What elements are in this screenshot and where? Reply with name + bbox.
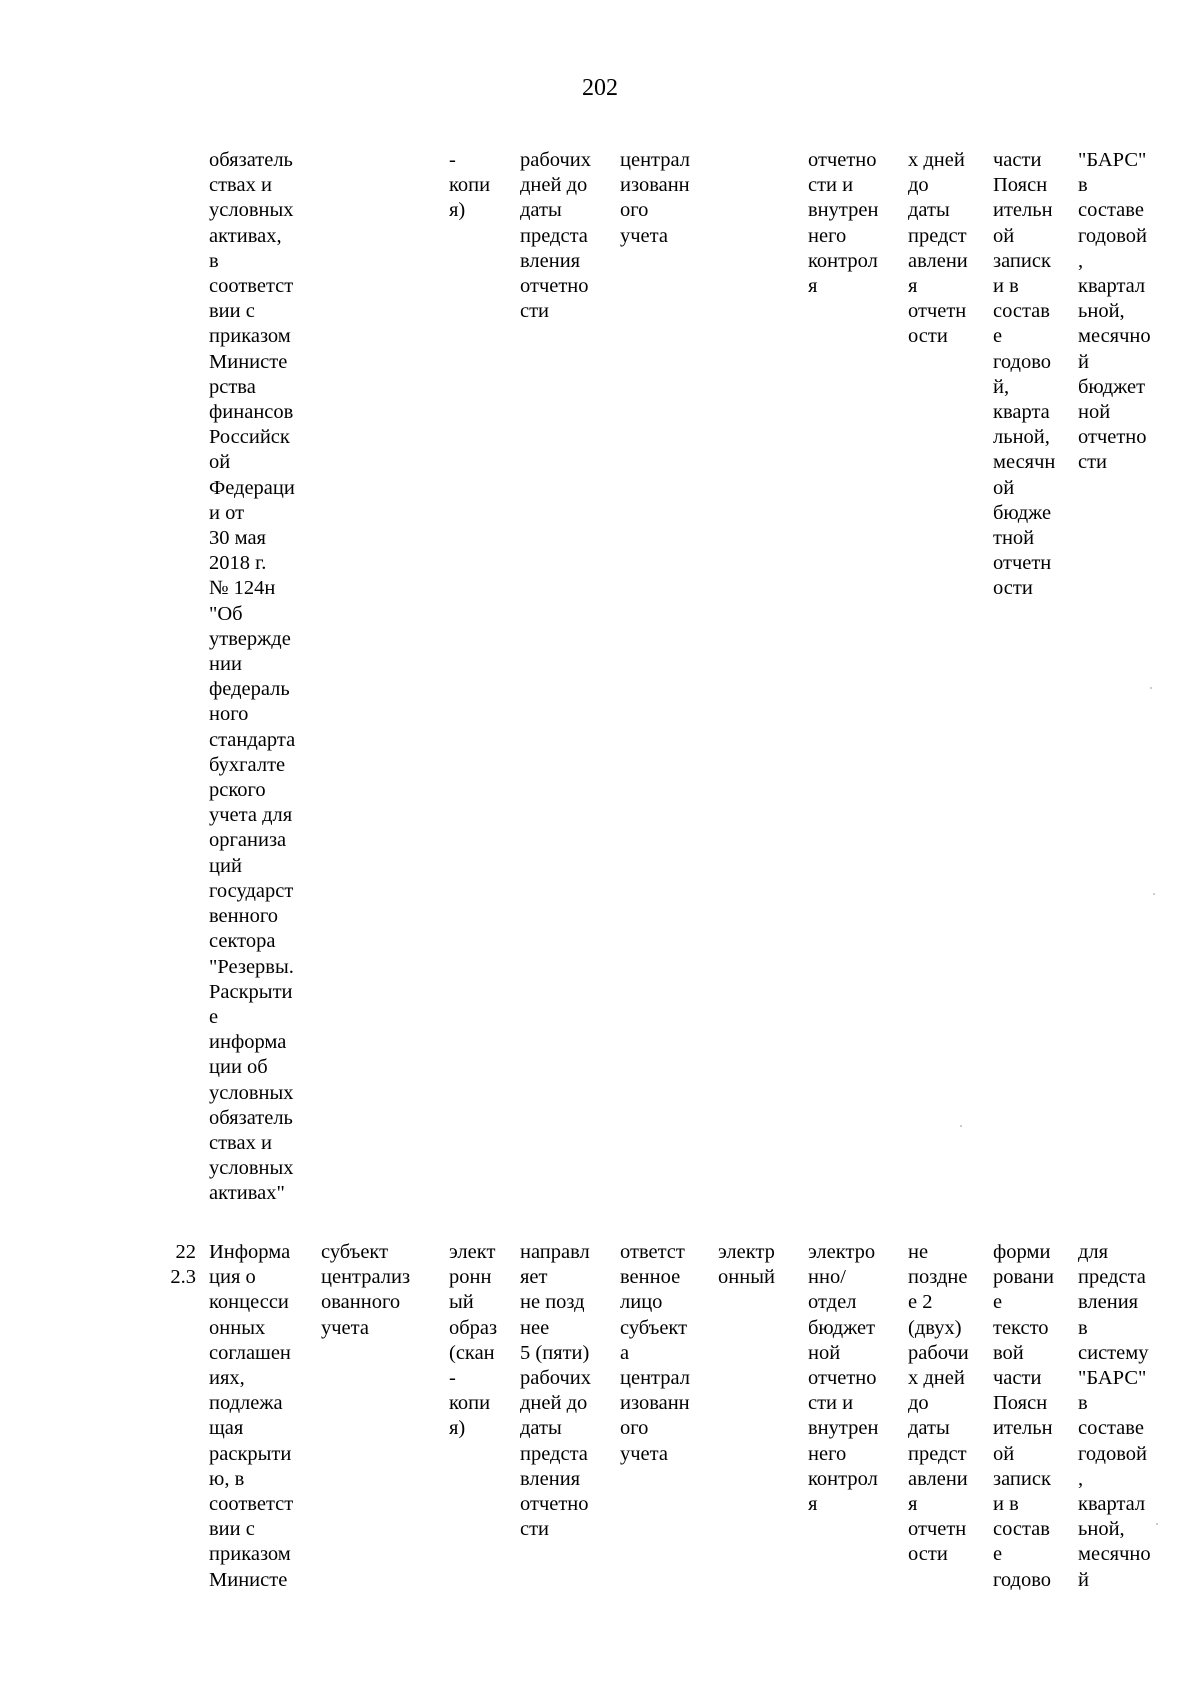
cell-document-name: Информа ция о концесси онных соглашен иях, подлежа щая раскрыти ю, в соответст вии с приказом Министе — [209, 1241, 294, 1591]
cell-document-name: обязатель ствах и условных активах, в соответст вии с приказом Министе рства финансов Российск ой Федераци и от 30 мая 2018 г. № 124н "Об утвержде нии федераль ного стандарта бухгалте рского учета для организа ций государст венного сектора "Резервы. Раскрыти е информа ции об условных обязатель ствах и условных активах" — [209, 149, 296, 1205]
cell-receipt-deadline: х дней до даты предст авлени я отчетн ости — [908, 149, 968, 348]
cell-row-number: 22 2.3 — [170, 1241, 196, 1289]
cell-deadline: направл яет не позд нее 5 (пяти) рабочих дней до даты предста вления отчетно сти — [520, 1241, 592, 1541]
cell-responsible: централ изованн ого учета — [620, 149, 691, 247]
cell-purpose: "БАРС" в составе годовой , квартал ьной, месячно й бюджет ной отчетно сти — [1078, 149, 1151, 474]
cell-recipient: отчетно сти и внутрен него контрол я — [808, 149, 879, 298]
cell-format: электр онный — [718, 1241, 775, 1289]
scan-speck — [960, 1125, 962, 1127]
cell-deadline: рабочих дней до даты предста вления отчетно сти — [520, 149, 592, 323]
cell-recipient: электро нно/ отдел бюджет ной отчетно сти и внутрен него контрол я — [808, 1241, 879, 1516]
cell-usage: части Поясн ительн ой записк и в состав е годово й, кварта льной, месячн ой бюдже тной отчетн ости — [993, 149, 1056, 600]
cell-document-form: - копи я) — [449, 149, 491, 222]
cell-responsible: ответст венное лицо субъект а централ изованн ого учета — [620, 1241, 691, 1465]
cell-document-form: элект ронн ый образ (скан - копи я) — [449, 1241, 498, 1440]
page-number: 202 — [582, 75, 618, 101]
scan-speck — [1150, 687, 1152, 689]
cell-purpose: для предста вления в систему "БАРС" в составе годовой , квартал ьной, месячно й — [1078, 1241, 1151, 1591]
cell-source: субъект централиз ованного учета — [321, 1241, 411, 1339]
cell-receipt-deadline: не поздне е 2 (двух) рабочи х дней до даты предст авлени я отчетн ости — [908, 1241, 969, 1566]
scan-speck — [1156, 1523, 1158, 1525]
cell-usage: форми ровани е тексто вой части Поясн ительн ой записк и в состав е годово — [993, 1241, 1054, 1591]
scan-speck — [1153, 893, 1155, 895]
